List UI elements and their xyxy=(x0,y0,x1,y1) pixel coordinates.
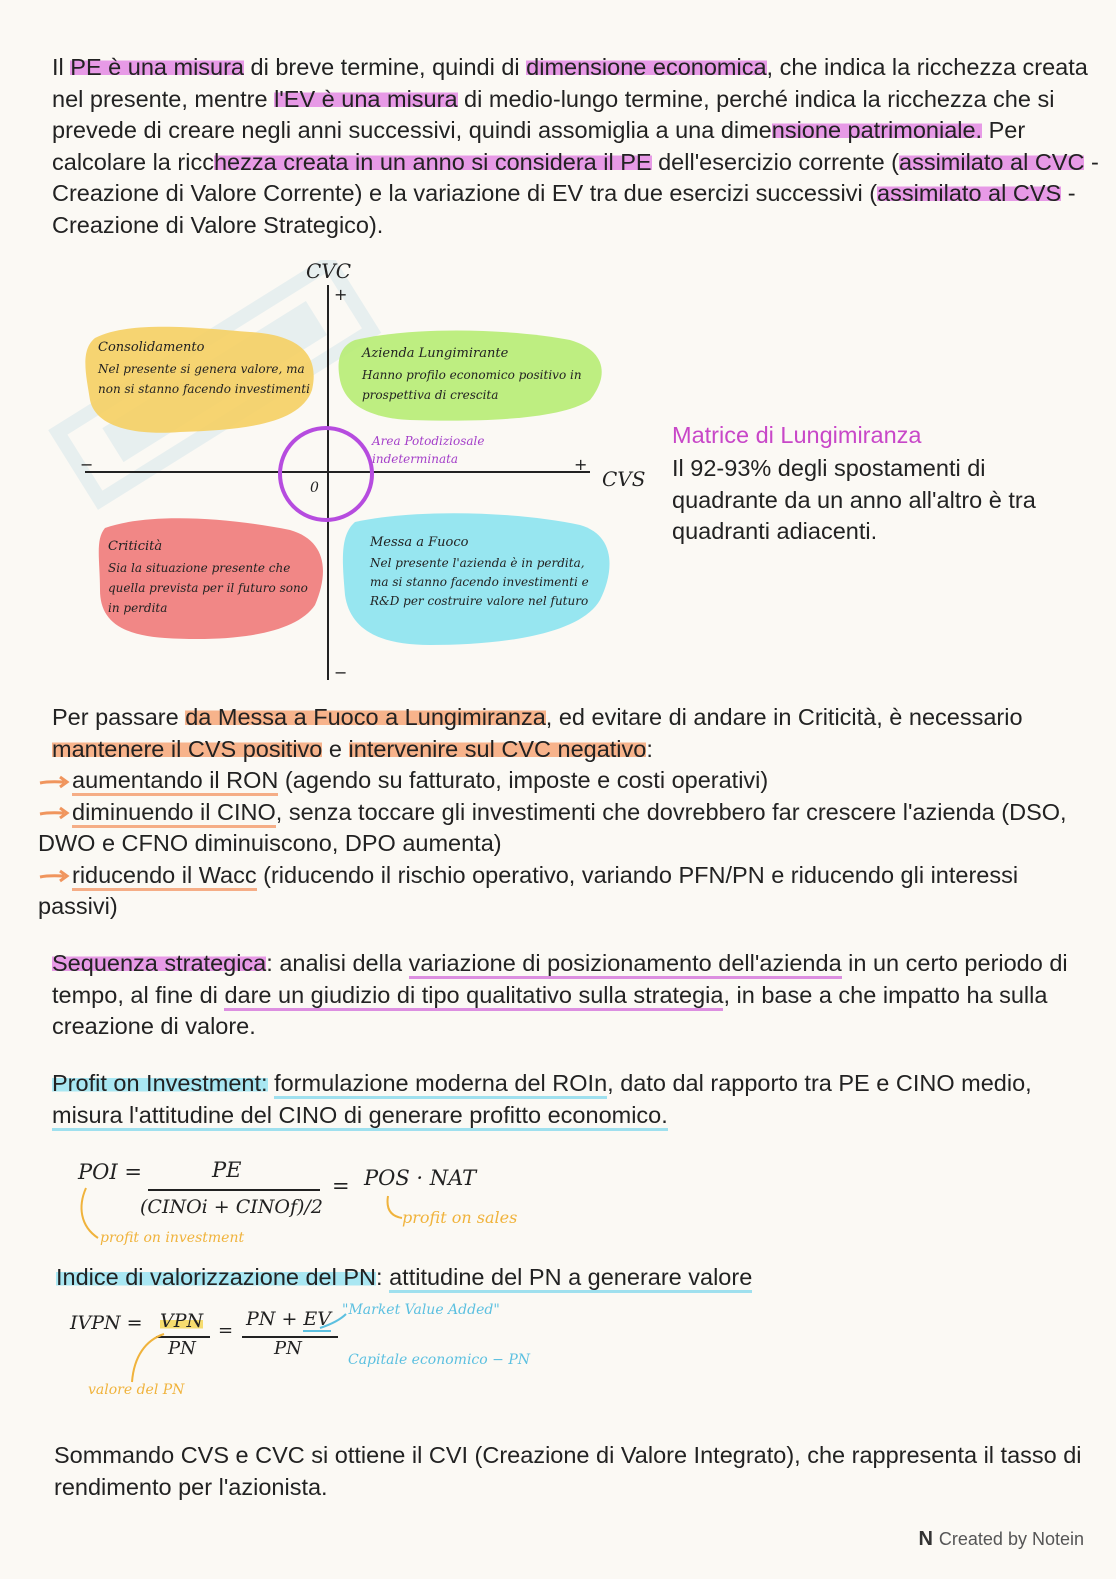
arrow-icon xyxy=(38,775,70,789)
ivpn-lhs: IVPN = xyxy=(70,1312,143,1334)
quadrant-body: Nel presente l'azienda è in perdita, ma si stanno facendo investimenti e R&D per costruire valore nel futuro xyxy=(370,556,589,608)
quadrant-body: Sia la situazione presente che quella prevista per il futuro sono in perdita xyxy=(108,561,308,615)
ivpn-num2: PN + EV xyxy=(246,1308,332,1330)
y-minus: − xyxy=(334,663,348,682)
origin-label: 0 xyxy=(310,480,319,496)
y-axis-label: CVC xyxy=(306,259,352,283)
quadrant-title: Consolidamento xyxy=(98,340,205,355)
ivpn-note-vpn: valore del PN xyxy=(88,1382,185,1398)
ivpn-note-mva: "Market Value Added" xyxy=(342,1302,500,1318)
x-minus: − xyxy=(80,455,94,474)
indeterminate-area-label: Area Potodiziosale indeterminata xyxy=(372,434,485,466)
poi-paragraph: Profit on Investment: formulazione moderna del ROIn, dato dal rapporto tra PE e CINO medio, misura l'attitudine del CINO di generare profitto economico. xyxy=(52,1068,1102,1131)
poi-lhs: POI = xyxy=(78,1160,142,1184)
ivpn-den2: PN xyxy=(274,1338,302,1359)
matrix-title: Matrice di Lungimiranza xyxy=(672,422,922,448)
quadrant-bottom-right xyxy=(370,532,602,611)
poi-bracket-left xyxy=(76,1186,106,1246)
quadrant-body: Nel presente si genera valore, ma non si stanno facendo investimenti xyxy=(98,362,310,396)
quadrant-title: Azienda Lungimirante xyxy=(362,346,509,361)
x-plus: + xyxy=(574,455,588,474)
list-item: aumentando il RON (agendo su fatturato, imposte e costi operativi) xyxy=(38,765,1102,797)
poi-equals: = xyxy=(332,1174,350,1198)
ivpn-num1: VPN xyxy=(160,1310,204,1332)
list-item: diminuendo il CINO, senza toccare gli investimenti che dovrebbero far crescere l'azienda (DSO, DWO e CFNO diminuiscono, DPO aumenta) xyxy=(38,798,1067,856)
poi-note-left: profit on investment xyxy=(100,1230,245,1246)
quadrant-body: Hanno profilo economico positivo in prospettiva di crescita xyxy=(362,368,582,402)
quadrant-title: Messa a Fuoco xyxy=(370,535,469,550)
quadrant-top-right xyxy=(362,343,597,405)
cvi-paragraph: Sommando CVS e CVC si ottiene il CVI (Creazione di Valore Integrato), che rappresenta il tasso di rendimento per l'azionista. xyxy=(54,1442,1082,1500)
quadrant-bottom-left xyxy=(108,536,318,618)
list-item: riducendo il Wacc (riducendo il rischio operativo, variando PFN/PN e riducendo gli interessi passivi) xyxy=(38,861,1019,919)
poi-note-right: profit on sales xyxy=(402,1208,518,1227)
sequenza-paragraph: Sequenza strategica: analisi della variazione di posizionamento dell'azienda in un certo periodo di tempo, al fine di dare un giudizio di tipo qualitativo sulla strategia, in base a che impatto ha sulla creazione di valore. xyxy=(52,950,1068,1039)
quadrant-top-left xyxy=(98,337,313,399)
action-list xyxy=(38,765,1102,923)
lungimiranza-matrix xyxy=(0,250,660,690)
ivpn-bracket-blue xyxy=(318,1312,348,1352)
intro-paragraph: Il PE è una misura di breve termine, quindi di dimensione economica, che indica la ricchezza creata nel presente, mentre l'EV è una misura di medio-lungo termine, perché indica la ricchezza che si prevede di creare negli anni successivi, quindi assomiglia a una dimensione patrimoniale. Per calcolare la ricchezza creata in un anno si considera il PE dell'esercizio corrente (assimilato al CVC - Creazione di Valore Corrente) e la variazione di EV tra due esercizi successivi (assimilato al CVS - Creazione di Valore Strategico). xyxy=(52,54,1099,238)
poi-fraction-line xyxy=(148,1189,320,1191)
ivpn-bracket xyxy=(124,1330,170,1390)
indeterminate-area-circle xyxy=(280,428,372,520)
quadrant-title: Criticità xyxy=(108,539,163,554)
matrix-caption: Il 92-93% degli spostamenti di quadrante da un anno all'altro è tra quadranti adiacenti. xyxy=(672,455,1036,544)
y-plus: + xyxy=(334,285,348,304)
ivpn-den1: PN xyxy=(168,1338,196,1359)
ivpn-equals: = xyxy=(218,1320,234,1341)
poi-bracket-right xyxy=(384,1194,408,1224)
ivpn-paragraph: Indice di valorizzazione del PN: attitudine del PN a generare valore xyxy=(56,1262,1106,1294)
strategy-paragraph: Per passare da Messa a Fuoco a Lungimiranza, ed evitare di andare in Criticità, è necessario mantenere il CVS positivo e intervenire sul CVC negativo: xyxy=(52,704,1023,762)
footer-credit: N Created by Notein xyxy=(918,1528,1084,1550)
arrow-icon xyxy=(38,806,70,820)
poi-numerator: PE xyxy=(212,1158,242,1182)
poi-rhs: POS · NAT xyxy=(364,1166,477,1190)
poi-denominator: (CINOi + CINOf)/2 xyxy=(140,1196,323,1218)
arrow-icon xyxy=(38,869,70,883)
x-axis-label: CVS xyxy=(602,467,646,491)
ivpn-note-capitale: Capitale economico − PN xyxy=(348,1352,531,1368)
notein-logo: N xyxy=(918,1528,933,1550)
